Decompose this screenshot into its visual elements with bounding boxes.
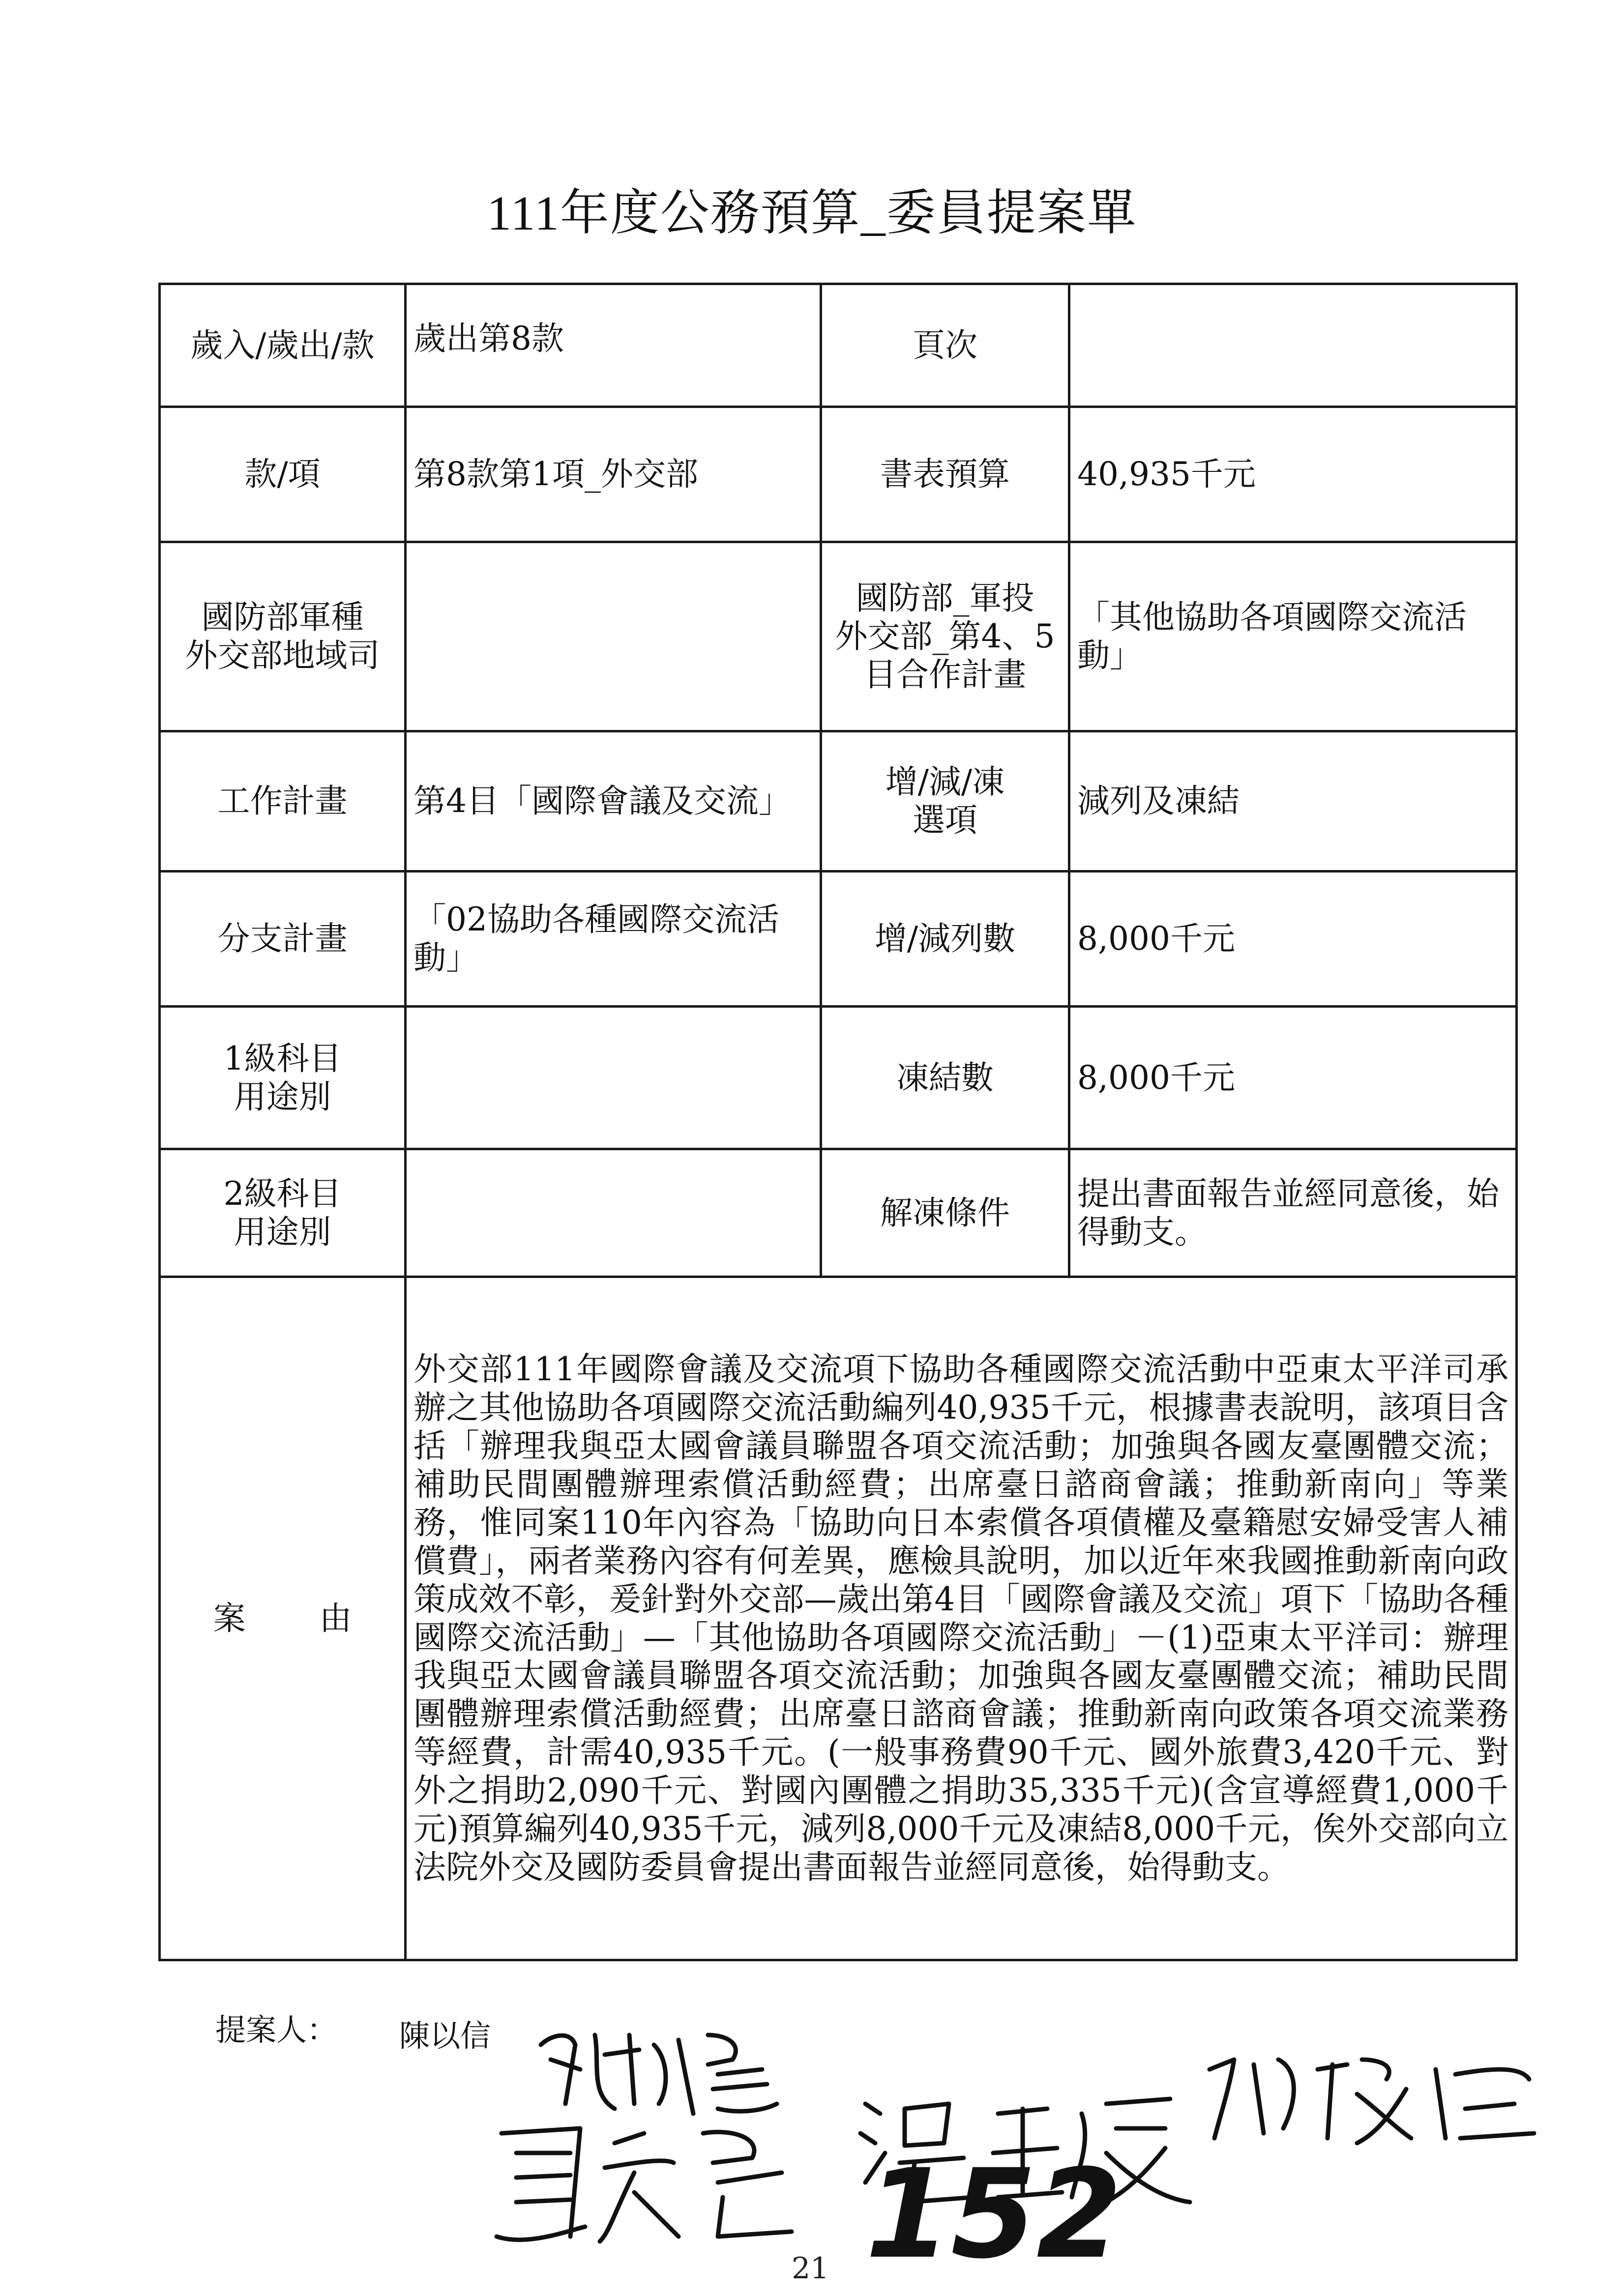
value-reduction-amount: 8,000千元 [1069,872,1517,1007]
value-unfreeze-condition: 提出書面報告並經同意後，始得動支。 [1069,1149,1517,1277]
label-reason: 案由 [160,1277,406,1960]
label-cooperation-plan-line1: 國防部_軍投 [856,579,1034,617]
row-department [160,542,1517,731]
label-level2-account [160,1149,406,1277]
label-revenue-expenditure: 歲入/歲出/款 [160,284,406,407]
value-adjust-option: 減列及凍結 [1069,731,1517,872]
row-revenue-expenditure [160,284,1517,407]
value-revenue-expenditure: 歲出第8款 [406,284,821,407]
proposer-label: 提案人： [215,2012,338,2048]
page-number: 21 [792,2251,829,2286]
value-department [406,542,821,731]
value-cooperation-plan: 「其他協助各項國際交流活動」 [1069,542,1517,731]
row-level1-account [160,1007,1517,1149]
label-adjust-option [821,731,1069,872]
label-section-item: 款/項 [160,407,406,542]
value-branch-plan: 「02協助各種國際交流活動」 [406,872,821,1007]
row-reason [160,1277,1517,1960]
label-statement-budget: 書表預算 [821,407,1069,542]
signature-ma-wen-chun [487,2114,841,2251]
label-level1-account [160,1007,406,1149]
handwritten-page-number: 152 [865,2143,1122,2286]
label-department [160,542,406,731]
label-level2-account-line2: 用途別 [234,1213,331,1251]
label-work-plan: 工作計畫 [160,731,406,872]
label-cooperation-plan-line2: 外交部_第4、5 [835,617,1055,656]
value-statement-budget: 40,935千元 [1069,407,1517,542]
value-page-number [1069,284,1517,407]
value-work-plan: 第4目「國際會議及交流」 [406,731,821,872]
value-level1-account [406,1007,821,1149]
label-cooperation-plan [821,542,1069,731]
label-department-line2: 外交部地域司 [185,637,380,674]
label-reduction-amount: 增/減列數 [821,872,1069,1007]
label-adjust-option-line2: 選項 [913,801,977,839]
label-department-line1: 國防部軍種 [201,598,364,637]
label-level1-account-line1: 1級科目 [223,1039,342,1077]
label-branch-plan: 分支計畫 [160,872,406,1007]
label-adjust-option-line1: 增/減/凍 [885,763,1005,801]
proposal-form-table [158,283,1518,1961]
form-title: 111年度公務預算_委員提案單 [487,186,1137,240]
row-branch-plan [160,872,1517,1007]
label-page-number: 頁次 [821,284,1069,407]
proposer-name: 陳以信 [399,2018,491,2054]
label-unfreeze-condition: 解凍條件 [821,1149,1069,1277]
signature-chiang-chi-chen [1200,2040,1544,2148]
label-level2-account-line1: 2級科目 [223,1174,342,1213]
signature-chen-yi-hsin [531,2015,806,2123]
row-section-item [160,407,1517,542]
label-level1-account-line2: 用途別 [234,1077,331,1116]
row-level2-account [160,1149,1517,1277]
value-level2-account [406,1149,821,1277]
value-freeze-amount: 8,000千元 [1069,1007,1517,1149]
label-freeze-amount: 凍結數 [821,1007,1069,1149]
label-cooperation-plan-line3: 目合作計畫 [864,655,1026,694]
value-section-item: 第8款第1項_外交部 [406,407,821,542]
row-work-plan [160,731,1517,872]
value-reason: 外交部111年國際會議及交流項下協助各種國際交流活動中亞東太平洋司承辦之其他協助各項國際交流活動編列40,935千元，根據書表說明，該項目含括「辦理我與亞太國會議員聯盟各項交流活動；加強與各國友臺團體交流；補助民間團體辦理索償活動經費；出席臺日諮商會議；推動新南向」等業務，惟同案110年內容為「協助向日本索償各項債權及臺籍慰安婦受害人補償費」，兩者業務內容有何差異，應檢具說明，加以近年來我國推動新南向政策成效不彰，爰針對外交部—歲出第4目「國際會議及交流」項下「協助各種國際交流活動」—「其他協助各項國際交流活動」－(1)亞東太平洋司：辦理我與亞太國會議員聯盟各項交流活動；加強與各國友臺團體交流；補助民間團體辦理索償活動經費；出席臺日諮商會議；推動新南向政策各項交流業務等經費，計需40,935千元。(一般事務費90千元、國外旅費3,420千元、對外之捐助2,090千元、對國內團體之捐助35,335千元)(含宣導經費1,000千元)預算編列40,935千元，減列8,000千元及凍結8,000千元，俟外交部向立法院外交及國防委員會提出書面報告並經同意後，始得動支。 [406,1277,1517,1960]
